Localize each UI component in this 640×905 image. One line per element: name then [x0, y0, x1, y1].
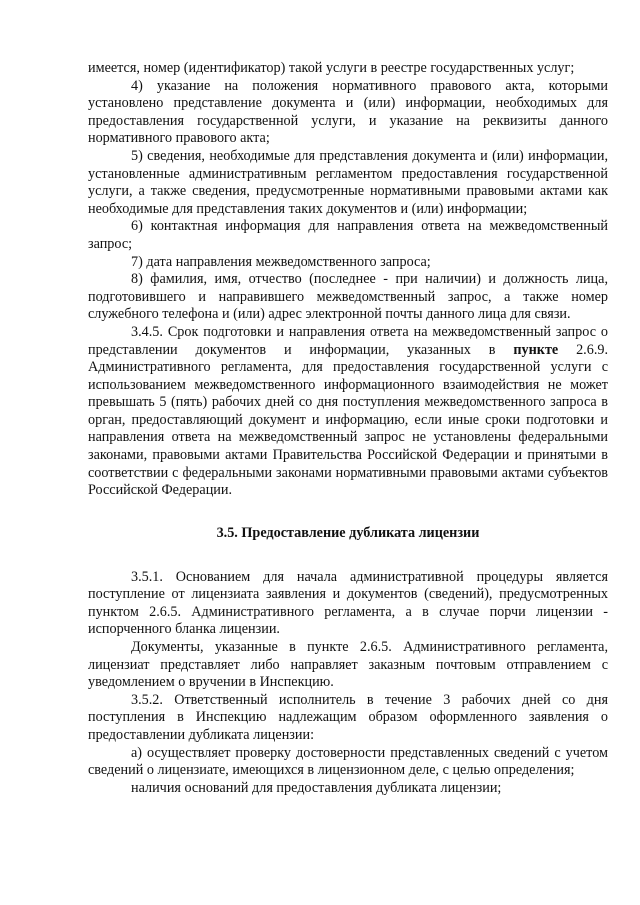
paragraph-3-4-5-bold-word: пункте: [513, 341, 559, 358]
paragraph-registry-number: имеется, номер (идентификатор) такой услуги в реестре государственных услуг;: [88, 60, 575, 76]
spacer: [88, 543, 608, 561]
paragraph-item-8: 8) фамилия, имя, отчество (последнее - при наличии) и должность лица, подготовившего и направившего межведомственный запрос, а также номер служебного телефона и (или) адрес электронной почты данного лица для связи.: [88, 271, 608, 323]
paragraph-3-4-5-start: 3.4.5. Срок подготовки и направления ответа на межведомственный запрос о представлении документов и информации, указанных в: [88, 323, 608, 358]
spacer: [88, 561, 608, 569]
paragraph-3-4-5-end: 2.6.9. Административного регламента, для предоставления государственной услуги с использованием межведомственного информационного взаимодействия не может превышать 5 (пять) рабочих дней со дня поступления межведомственного запроса в орган, предоставляющий документ и информацию, если иные сроки подготовки и направления ответа на межведомственный запрос не установлены федеральными законами, правовыми актами Правительства Российской Федерации и принятыми в соответствии с федеральными законами нормативными правовыми актами субъектов Российской Федерации.: [88, 341, 608, 499]
paragraph-item-a: а) осуществляет проверку достоверности представленных сведений с учетом сведений о лицензиате, имеющихся в лицензионном деле, с целью определения;: [88, 744, 608, 779]
paragraph-grounds: наличия оснований для предоставления дубликата лицензии;: [131, 779, 502, 796]
spacer: [88, 500, 608, 518]
paragraph-3-4-5: [88, 324, 608, 500]
section-heading: 3.5. Предоставление дубликата лицензии: [216, 525, 480, 542]
paragraph-3-5-1: 3.5.1. Основанием для начала административной процедуры является поступление от лицензиата заявления и документов (сведений), предусмотренных пунктом 2.6.5. Административного регламента, а в случае порчи лицензии - испорченного бланка лицензии.: [88, 568, 608, 638]
paragraph-item-5: 5) сведения, необходимые для представления документа и (или) информации, установленные административным регламентом предоставления государственной услуги, а также сведения, предусмотренные нормативными правовыми актами как необходимые для представления таких документов и (или) информации;: [88, 147, 608, 217]
paragraph-3-5-2: 3.5.2. Ответственный исполнитель в течение 3 рабочих дней со дня поступления в Инспекцию надлежащим образом оформленного заявления о предоставлении дубликата лицензии:: [88, 691, 608, 743]
paragraph-item-7: 7) дата направления межведомственного запроса;: [131, 253, 431, 270]
paragraph-item-4: 4) указание на положения нормативного правового акта, которыми установлено представление документа и (или) информации, необходимых для предоставления государственной услуги, и указание на реквизиты данного нормативного правового акта;: [88, 77, 608, 147]
spacer: [88, 517, 608, 525]
paragraph-item-6: 6) контактная информация для направления ответа на межведомственный запрос;: [88, 218, 608, 252]
paragraph-documents: Документы, указанные в пункте 2.6.5. Административного регламента, лицензиат представляет либо направляет заказным почтовым отправлением с уведомлением о вручении в Инспекцию.: [88, 639, 608, 691]
